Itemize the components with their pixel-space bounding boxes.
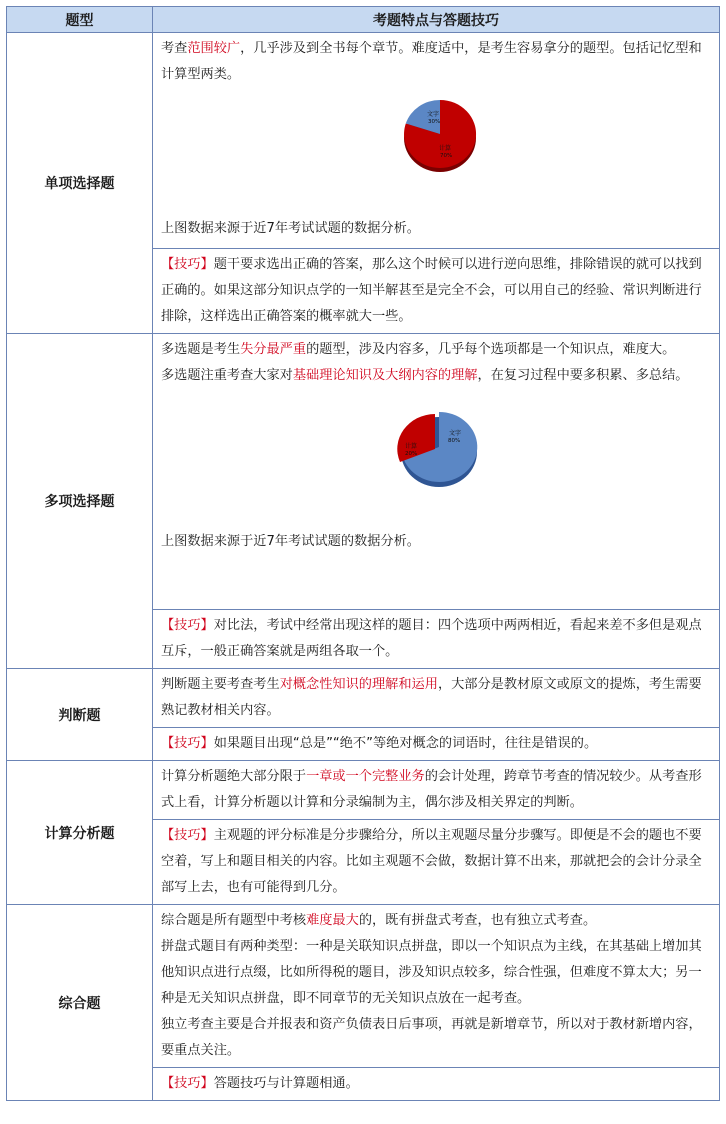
single-pie-pct-calc: 70% — [440, 153, 453, 159]
exam-table-wrapper — [6, 6, 720, 1101]
judge-tip-text: 如果题目出现“总是”“绝不”等绝对概念的词语时，往往是错误的。 — [213, 736, 598, 751]
single-tip-tag: 【技巧】 — [161, 257, 214, 272]
type-single-choice: 单项选择题 — [7, 33, 153, 334]
single-source-note: 上图数据来源于近7年考试试题的数据分析。 — [161, 221, 420, 236]
multi-tip-text: 对比法，考试中经常出现这样的题目：四个选项中两两相近，看起来差不多但是观点互斥，一般正确答案就是两组各取一个。 — [161, 618, 702, 659]
type-judgement: 判断题 — [7, 669, 153, 761]
single-tip-cell — [153, 249, 720, 334]
comp-desc-text-1: 综合题是所有题型中考核难度最大的，既有拼盘式考查，也有独立式考查。 — [161, 913, 597, 928]
multi-desc-cell — [153, 334, 720, 610]
calc-tip-text: 主观题的评分标准是分步骤给分，所以主观题尽量分步骤写。即便是不会的题也不要空着，写上和题目相关的内容。比如主观题不会做，数据计算不出来，那就把会的会计分录全部写上去，也有可能得到几分。 — [161, 828, 702, 895]
single-pie-label-calc: 计算 — [439, 145, 452, 152]
comp-tip-text: 答题技巧与计算题相通。 — [213, 1076, 359, 1091]
multi-tip-tag: 【技巧】 — [161, 618, 214, 633]
row-judge-desc — [7, 669, 720, 728]
single-desc-cell — [153, 33, 720, 249]
type-calculation: 计算分析题 — [7, 761, 153, 905]
single-pie-label-text: 文字 — [427, 111, 440, 118]
single-tip-text: 题干要求选出正确的答案，那么这个时候可以进行逆向思维，排除错误的就可以找到正确的。如果这部分知识点学的一知半解甚至是完全不会，可以用自己的经验、常识判断进行排除，这样选出正确答案的概率就大一些。 — [161, 257, 702, 324]
single-pie-pct-text: 30% — [428, 119, 441, 125]
row-single-desc — [7, 33, 720, 249]
multi-source-note: 上图数据来源于近7年考试试题的数据分析。 — [161, 534, 420, 549]
judge-tip-cell — [153, 728, 720, 761]
calc-desc-cell: 计算分析题绝大部分限于一章或一个完整业务的会计处理，跨章节考查的情况较少。从考查形式上看，计算分析题以计算和分录编制为主，偶尔涉及相关界定的判断。 — [153, 761, 720, 820]
calc-tip-tag: 【技巧】 — [161, 828, 214, 843]
comp-tip-tag: 【技巧】 — [161, 1076, 214, 1091]
multi-pie-pct-text: 80% — [448, 438, 461, 444]
multi-tip-cell — [153, 610, 720, 669]
multi-pie-pct-calc: 20% — [405, 451, 418, 457]
comp-desc-text-2: 拼盘式题目有两种类型：一种是关联知识点拼盘，即以一个知识点为主线，在其基础上增加其他知识点进行点缀，比如所得税的题目，涉及知识点较多，综合性强，但难度不算太大；另一种是无关知识点拼盘，即不同章节的无关知识点放在一起考查。 — [161, 939, 702, 1006]
multi-pie-label-calc: 计算 — [405, 443, 418, 450]
header-row — [7, 7, 720, 33]
judge-tip-tag: 【技巧】 — [161, 736, 214, 751]
row-comp-desc — [7, 905, 720, 1068]
multi-pie-chart — [161, 389, 713, 529]
multi-pie-svg — [387, 403, 483, 493]
row-calc-desc — [7, 761, 720, 820]
calc-tip-cell — [153, 820, 720, 905]
comp-desc-text-3: 独立考查主要是合并报表和资产负债表日后事项，再就是新增章节，所以对于教材新增内容，要重点关注。 — [161, 1017, 702, 1058]
type-multiple-choice: 多项选择题 — [7, 334, 153, 669]
multi-desc-text-2: 多选题注重考查大家对基础理论知识及大纲内容的理解，在复习过程中要多积累、多总结。 — [161, 368, 689, 383]
comp-desc-cell — [153, 905, 720, 1068]
single-pie-svg — [397, 94, 487, 178]
row-multi-desc — [7, 334, 720, 610]
single-pie-chart — [161, 88, 713, 216]
multi-desc-text-1: 多选题是考生失分最严重的题型，涉及内容多，几乎每个选项都是一个知识点，难度大。 — [161, 342, 676, 357]
judge-desc-cell: 判断题主要考查考生对概念性知识的理解和运用，大部分是教材原文或原文的提炼，考生需要熟记教材相关内容。 — [153, 669, 720, 728]
header-question-type: 题型 — [7, 7, 153, 33]
type-comprehensive: 综合题 — [7, 905, 153, 1101]
single-desc-text: 考查范围较广，几乎涉及到全书每个章节。难度适中，是考生容易拿分的题型。包括记忆型和计算型两类。 — [161, 41, 702, 82]
header-features-tips: 考题特点与答题技巧 — [153, 7, 720, 33]
multi-pie-label-text: 文字 — [449, 430, 462, 437]
comp-tip-cell — [153, 1068, 720, 1101]
exam-table — [6, 6, 720, 1101]
